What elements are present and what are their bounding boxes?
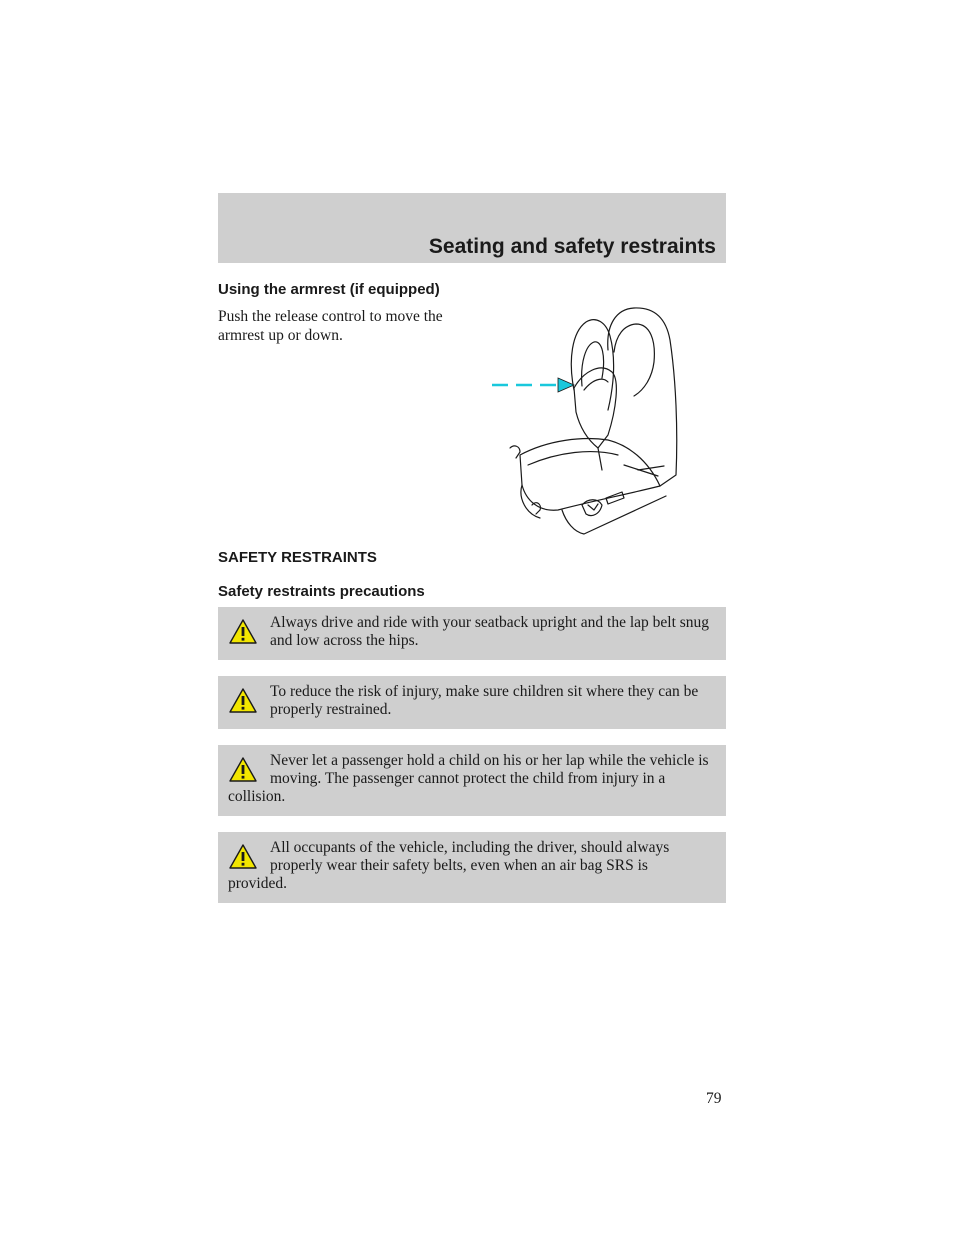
page-number: 79 [706,1090,722,1107]
warning-text: All occupants of the vehicle, including the driver, should always properly wear their safety belts, even when an air bag SRS is provided. [228,839,670,892]
seatback-panel-right [614,324,654,396]
cushion-crease [528,452,618,465]
armrest-top-curve [584,379,608,390]
section-header-band [218,193,726,263]
warning-text: Always drive and ride with your seatback upright and the lap belt snug and low across the hips. [270,614,710,649]
seat-track-front [510,446,520,458]
warning-box [218,676,726,729]
armrest-heading: Using the armrest (if equipped) [218,281,440,298]
warning-triangle-icon [228,756,258,783]
safety-restraints-heading: SAFETY RESTRAINTS [218,549,377,566]
side-trim-lower [624,465,658,476]
precautions-subheading: Safety restraints precautions [218,583,425,600]
section-title: Seating and safety restraints [428,235,716,258]
warning-triangle-icon [228,843,258,870]
seat-armrest-illustration [488,300,688,535]
seatback-outline-left [571,320,613,410]
warning-list [218,607,726,919]
warning-triangle-icon [228,687,258,714]
release-control-pointer [492,378,574,392]
arrow-head-icon [558,378,574,392]
warning-text: To reduce the risk of injury, make sure children sit where they can be properly restrained. [270,683,699,718]
warning-box [218,832,726,903]
seat-track-rear [532,503,540,514]
warning-text: Never let a passenger hold a child on his or her lap while the vehicle is moving. The passenger cannot protect the child from injury in a collision. [228,752,709,805]
warning-box [218,607,726,660]
seat-adjust-knob-detail [588,504,598,510]
warning-box [218,745,726,816]
warning-triangle-icon [228,618,258,645]
armrest-instructions: Push the release control to move the armrest up or down. [218,308,443,344]
